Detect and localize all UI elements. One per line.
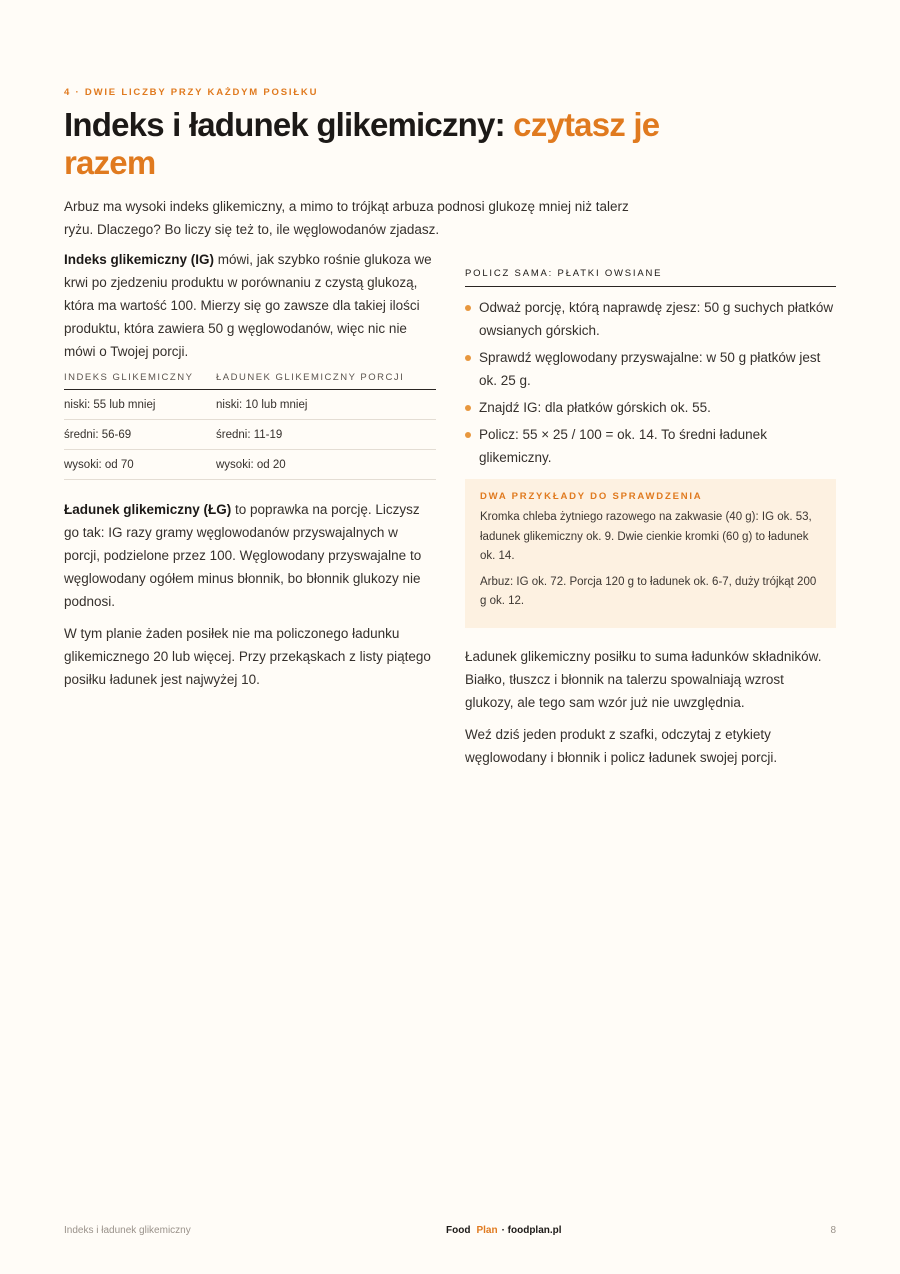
list-item [465,396,836,419]
step-text: Policz: 55 × 25 / 100 = ok. 14. To średni ładunek glikemiczny. [479,427,767,465]
section-label: POLICZ SAMA: PŁATKI OWSIANE [465,268,836,287]
lg-term: Ładunek glikemiczny (ŁG) [64,502,232,517]
table-cell: średni: 11-19 [216,420,436,450]
page-footer [64,1225,836,1239]
glycemic-table [64,372,436,480]
document-page [64,0,836,1274]
step-text: Odważ porcję, którą naprawdę zjesz: 50 g suchych płatków owsianych górskich. [479,300,834,338]
table-cell: średni: 56-69 [64,420,216,450]
table-row [64,390,436,420]
page-number: 8 [830,1225,836,1236]
lg-definition [64,498,436,613]
bullet-dot-icon [465,405,471,411]
footer-section-title: Indeks i ładunek glikemiczny [64,1225,191,1236]
footer-site: · foodplan.pl [501,1225,562,1236]
bullet-dot-icon [465,305,471,311]
left-column [64,248,436,700]
table-header-row [64,372,436,390]
table-cell: niski: 55 lub mniej [64,390,216,420]
title-main: Indeks i ładunek glikemiczny: [64,106,514,143]
ig-definition [64,248,436,363]
page-title [64,106,664,182]
list-item [465,346,836,392]
plan-paragraph: W tym planie żaden posiłek nie ma policzonego ładunku glikemicznego 20 lub więcej. Przy przekąskach z listy piątego posiłku ładunek jest najwyżej 10. [64,626,431,687]
task-paragraph: Weź dziś jeden produkt z szafki, odczytaj z etykiety węglowodany i błonnik i policz ładunek swojej porcji. [465,726,778,765]
ig-term: Indeks glikemiczny (IG) [64,252,215,267]
chapter-eyebrow: 4 · DWIE LICZBY PRZY KAŻDYM POSIŁKU [64,87,319,98]
table-row [64,420,436,450]
callout-example-bread: Kromka chleba żytniego razowego na zakwasie (40 g): IG ok. 53, ładunek glikemiczny ok. 9. Dwie cienkie kromki (60 g) to ładunek ok. 14. [480,511,812,562]
steps-list [465,296,836,469]
table-header-ig: INDEKS GLIKEMICZNY [64,372,216,390]
table-cell: niski: 10 lub mniej [216,390,436,420]
table-row [64,450,436,480]
list-item [465,296,836,342]
brand-food: Food [446,1225,471,1236]
table-cell: wysoki: od 20 [216,450,436,480]
step-text: Znajdź IG: dla płatków górskich ok. 55. [479,400,711,415]
bullet-dot-icon [465,432,471,438]
right-column [465,268,836,778]
meal-paragraph: Ładunek glikemiczny posiłku to suma ładunków składników. Białko, tłuszcz i błonnik na talerzu spowalniają wzrost glukozy, ale tego sam wzór już nie uwzględnia. [465,648,822,710]
lg-text: to poprawka na porcję. Liczysz go tak: IG razy gramy węglowodanów przyswajalnych w porcji, podzielone przez 100. Węglowodany przyswajalne to węglowodany ogółem minus błonnik, bo błonnik glukozy nie podnosi. [64,502,422,609]
examples-callout [465,479,836,628]
lead-paragraph: Arbuz ma wysoki indeks glikemiczny, a mimo to trójkąt arbuza podnosi glukozę mniej niż talerz ryżu. Dlaczego? Bo liczy się też to, ile węglowodanów zjadasz. [64,199,629,237]
list-item [465,423,836,469]
title-accent: czytasz je razem [64,106,660,181]
footer-brand [446,1225,562,1236]
brand-plan: Plan [476,1225,498,1236]
ig-text: mówi, jak szybko rośnie glukoza we krwi po zjedzeniu produktu w porównaniu z czystą glukozą, która ma wartość 100. Mierzy się go zawsze dla takiej ilości produktu, która zawiera 50 g węglowodanów, więc nic nie mówi o Twojej porcji. [64,252,432,359]
table-cell: wysoki: od 70 [64,450,216,480]
bullet-dot-icon [465,355,471,361]
step-text: Sprawdź węglowodany przyswajalne: w 50 g płatków jest ok. 25 g. [479,350,821,388]
table-header-lg: ŁADUNEK GLIKEMICZNY PORCJI [216,372,436,390]
callout-title: DWA PRZYKŁADY DO SPRAWDZENIA [480,491,703,502]
callout-example-watermelon: Arbuz: IG ok. 72. Porcja 120 g to ładunek ok. 6-7, duży trójkąt 200 g ok. 12. [480,575,817,607]
